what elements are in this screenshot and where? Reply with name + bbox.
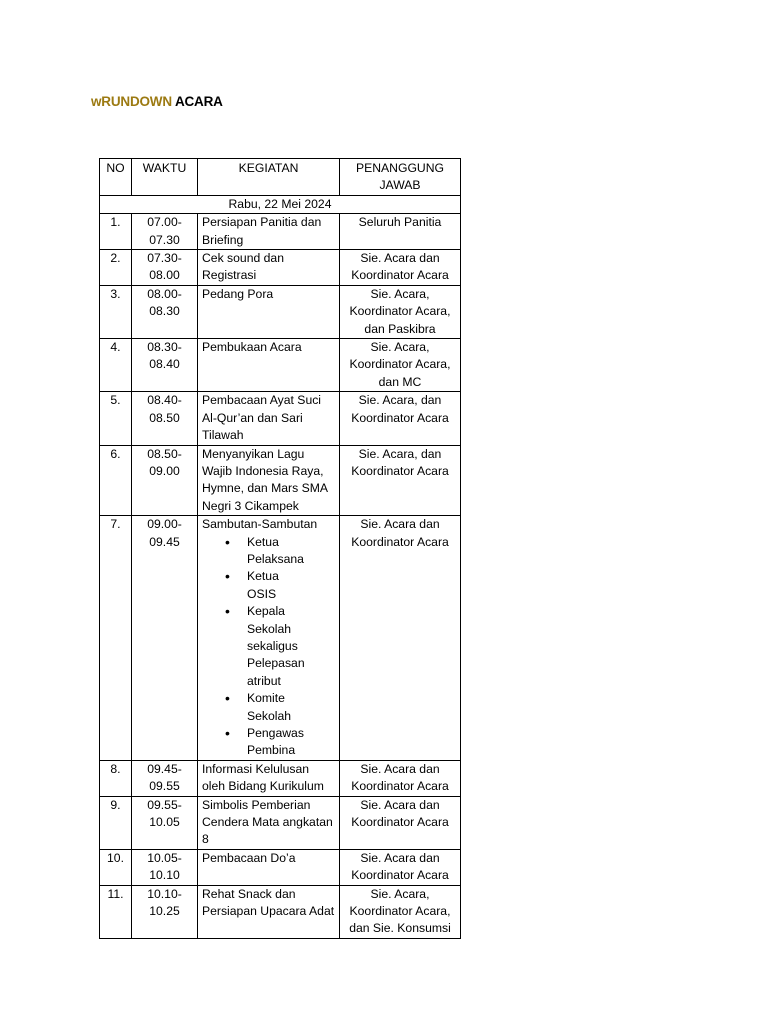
table-row <box>100 392 461 445</box>
table-row <box>100 445 461 516</box>
row-waktu: 08.40-08.50 <box>132 392 198 445</box>
row-kegiatan: Pembukaan Acara <box>198 339 340 392</box>
row-kegiatan: Rehat Snack dan Persiapan Upacara Adat <box>198 885 340 938</box>
document-title <box>91 94 223 109</box>
header-no: NO <box>100 159 132 196</box>
list-item: • Kepala Sekolah sekaligus Pelepasan atribut <box>202 603 307 690</box>
title-suffix: ACARA <box>174 94 223 109</box>
date-cell: Rabu, 22 Mei 2024 <box>100 195 461 213</box>
row-waktu: 10.05-10.10 <box>132 849 198 885</box>
row-penanggung-jawab: Sie. Acara dan Koordinator Acara <box>340 760 461 796</box>
table-row <box>100 250 461 286</box>
row-kegiatan: Pedang Pora <box>198 285 340 338</box>
kegiatan-label: Sambutan-Sambutan <box>202 517 318 532</box>
row-kegiatan: Menyanyikan Lagu Wajib Indonesia Raya, Hymne, dan Mars SMA Negri 3 Cikampek <box>198 445 340 516</box>
row-kegiatan: Pembacaan Ayat Suci Al-Qur’an dan Sari Tilawah <box>198 392 340 445</box>
row-no: 8. <box>100 760 132 796</box>
row-waktu: 09.00-09.45 <box>132 516 198 761</box>
header-kegiatan: KEGIATAN <box>198 159 340 196</box>
table-row <box>100 214 461 250</box>
row-no: 5. <box>100 392 132 445</box>
row-waktu: 07.00-07.30 <box>132 214 198 250</box>
row-penanggung-jawab: Sie. Acara, Koordinator Acara, dan MC <box>340 339 461 392</box>
rundown-table <box>99 158 461 939</box>
row-kegiatan: Pembacaan Do’a <box>198 849 340 885</box>
table-row <box>100 760 461 796</box>
list-item: • Pengawas Pembina <box>202 725 307 760</box>
table-row <box>100 339 461 392</box>
table-body <box>100 214 461 939</box>
speaker-list <box>202 534 335 760</box>
row-waktu: 08.00-08.30 <box>132 285 198 338</box>
row-no: 3. <box>100 285 132 338</box>
list-item: • Ketua OSIS <box>202 568 307 603</box>
row-no: 4. <box>100 339 132 392</box>
table-row <box>100 885 461 938</box>
row-penanggung-jawab: Seluruh Panitia <box>340 214 461 250</box>
row-waktu: 08.50-09.00 <box>132 445 198 516</box>
row-no: 6. <box>100 445 132 516</box>
row-no: 10. <box>100 849 132 885</box>
row-kegiatan <box>198 516 340 761</box>
date-row <box>100 195 461 213</box>
table-row <box>100 516 461 761</box>
table-header-row <box>100 159 461 196</box>
row-penanggung-jawab: Sie. Acara dan Koordinator Acara <box>340 849 461 885</box>
row-penanggung-jawab: Sie. Acara dan Koordinator Acara <box>340 516 461 761</box>
row-penanggung-jawab: Sie. Acara, dan Koordinator Acara <box>340 445 461 516</box>
header-waktu: WAKTU <box>132 159 198 196</box>
header-penanggung-jawab: PENANGGUNG JAWAB <box>340 159 461 196</box>
list-item: • Komite Sekolah <box>202 690 307 725</box>
row-no: 1. <box>100 214 132 250</box>
row-penanggung-jawab: Sie. Acara dan Koordinator Acara <box>340 796 461 849</box>
row-no: 7. <box>100 516 132 761</box>
row-penanggung-jawab: Sie. Acara dan Koordinator Acara <box>340 250 461 286</box>
title-prefix: wRUNDOWN <box>91 94 172 109</box>
table-row <box>100 849 461 885</box>
table-row <box>100 796 461 849</box>
row-kegiatan: Persiapan Panitia dan Briefing <box>198 214 340 250</box>
row-waktu: 09.55-10.05 <box>132 796 198 849</box>
row-penanggung-jawab: Sie. Acara, Koordinator Acara, dan Paskibra <box>340 285 461 338</box>
row-no: 11. <box>100 885 132 938</box>
row-no: 9. <box>100 796 132 849</box>
row-waktu: 08.30-08.40 <box>132 339 198 392</box>
row-kegiatan: Informasi Kelulusan oleh Bidang Kurikulum <box>198 760 340 796</box>
row-no: 2. <box>100 250 132 286</box>
row-kegiatan: Simbolis Pemberian Cendera Mata angkatan 8 <box>198 796 340 849</box>
row-waktu: 10.10-10.25 <box>132 885 198 938</box>
list-item: • Ketua Pelaksana <box>202 534 307 569</box>
row-kegiatan: Cek sound dan Registrasi <box>198 250 340 286</box>
row-waktu: 07.30-08.00 <box>132 250 198 286</box>
table-row <box>100 285 461 338</box>
row-waktu: 09.45-09.55 <box>132 760 198 796</box>
row-penanggung-jawab: Sie. Acara, dan Koordinator Acara <box>340 392 461 445</box>
row-penanggung-jawab: Sie. Acara, Koordinator Acara, dan Sie. Konsumsi <box>340 885 461 938</box>
